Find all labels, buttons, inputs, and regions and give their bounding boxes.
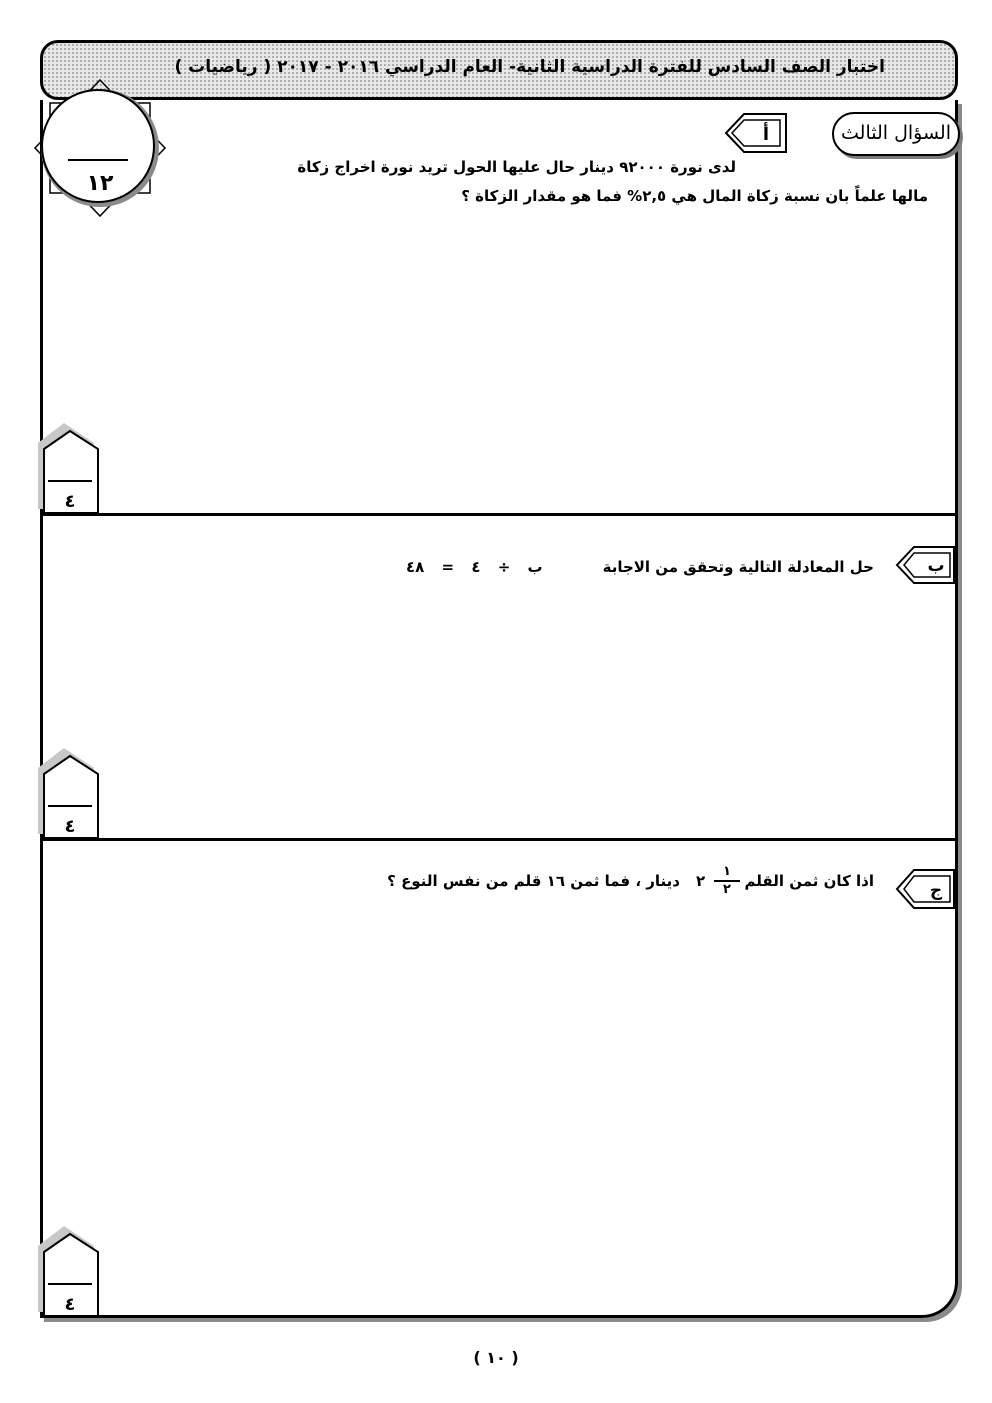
part-c-score: ٤ xyxy=(64,1294,76,1315)
section-divider xyxy=(40,838,958,841)
total-score-badge xyxy=(10,78,170,218)
question-frame xyxy=(40,100,958,1318)
part-a-label: أ xyxy=(762,124,770,145)
part-a-line2: مالها علماً بان نسبة زكاة المال هي ٢,٥% فما هو مقدار الزكاة ؟ xyxy=(461,187,928,205)
part-c-score-box xyxy=(38,1228,108,1318)
total-score-value: ١٢ xyxy=(86,171,114,196)
header-band xyxy=(40,40,958,100)
part-a-score: ٤ xyxy=(64,491,76,512)
part-b-prompt: حل المعادلة التالية وتحقق من الاجابة xyxy=(602,558,874,576)
part-c-prompt-start: اذا كان ثمن القلم xyxy=(744,872,874,890)
part-b-score-box xyxy=(38,750,108,840)
part-b-score: ٤ xyxy=(64,816,76,837)
part-a-tag xyxy=(722,112,788,154)
part-b-equation: ب ÷ ٤ = ٤٨ xyxy=(406,558,543,576)
question-title: السؤال الثالث xyxy=(832,112,960,156)
part-a-score-box xyxy=(38,425,108,515)
part-a-line1: لدى نورة ٩٢٠٠٠ دينار حال عليها الحول تريد نورة اخراج زكاة xyxy=(297,158,736,176)
exam-title: اختبار الصف السادس للفترة الدراسية الثانية- العام الدراسي ٢٠١٦ - ٢٠١٧ ( رياضيات ) xyxy=(174,57,885,77)
part-b-tag xyxy=(894,545,956,585)
fraction-denominator: ٢ xyxy=(723,882,731,897)
part-c-fraction xyxy=(712,864,742,898)
fraction-numerator: ١ xyxy=(723,864,731,879)
part-c-tag xyxy=(894,868,956,910)
part-c-whole-number: ٢ xyxy=(696,872,706,890)
section-divider xyxy=(40,513,958,516)
part-c-label: ج xyxy=(929,881,943,901)
part-b-label: ب xyxy=(927,556,945,576)
part-c-prompt-end: دينار ، فما ثمن ١٦ قلم من نفس النوع ؟ xyxy=(387,872,680,890)
page-number: ( ١٠ ) xyxy=(473,1348,519,1367)
